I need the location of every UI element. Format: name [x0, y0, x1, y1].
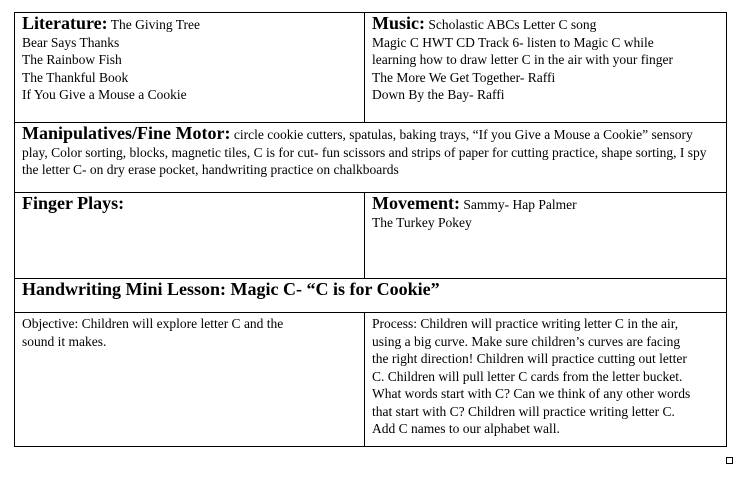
movement-cell	[365, 193, 727, 279]
process-line: using a big curve. Make sure children’s curves are facing	[372, 333, 681, 349]
music-item: The More We Get Together- Raffi	[372, 69, 556, 85]
objective-line: sound it makes.	[22, 333, 107, 349]
manipulatives-text: circle cookie cutters, spatulas, baking trays, “If you Give a Mouse a Cookie” sensory play, Color sorting, blocks, magnetic tiles, C is for cut- fun scissors and strips of paper for cutting practice, shape sorting, I spy the letter C- on dry erase pocket, handwriting practice on chalkboards	[22, 127, 707, 177]
music-heading: Music:	[372, 13, 425, 33]
process-line: that start with C? Children will practice writing letter C.	[372, 403, 675, 419]
literature-item: The Thankful Book	[22, 69, 129, 85]
process-line: C. Children will pull letter C cards from the letter bucket.	[372, 368, 683, 384]
literature-heading: Literature:	[22, 13, 108, 33]
music-item: Down By the Bay- Raffi	[372, 87, 505, 102]
manipulatives-heading: Manipulatives/Fine Motor:	[22, 123, 231, 143]
finger-plays-heading: Finger Plays:	[22, 193, 125, 213]
objective-line: Objective: Children will explore letter C and the	[22, 316, 284, 331]
literature-item: The Rainbow Fish	[22, 52, 122, 67]
manipulatives-cell	[15, 123, 727, 193]
lesson-plan-table	[14, 12, 727, 447]
music-item: Scholastic ABCs Letter C song	[428, 17, 597, 32]
process-line: Process: Children will practice writing letter C in the air,	[372, 316, 679, 331]
literature-item: If You Give a Mouse a Cookie	[22, 87, 187, 102]
objective-cell	[15, 313, 365, 447]
music-cell	[365, 13, 727, 123]
literature-cell	[15, 13, 365, 123]
table-resize-handle[interactable]	[726, 457, 733, 464]
handwriting-lesson-title: Handwriting Mini Lesson: Magic C- “C is for Cookie”	[22, 279, 440, 299]
literature-item: The Giving Tree	[110, 17, 201, 32]
music-item: learning how to draw letter C in the air with your finger	[372, 52, 674, 67]
movement-item: The Turkey Pokey	[372, 214, 472, 230]
process-line: the right direction! Children will practice cutting out letter	[372, 351, 687, 366]
process-line: Add C names to our alphabet wall.	[372, 421, 560, 436]
process-line: What words start with C? Can we think of any other words	[372, 386, 691, 401]
literature-item: Bear Says Thanks	[22, 34, 120, 50]
finger-plays-cell	[15, 193, 365, 279]
music-item: Magic C HWT CD Track 6- listen to Magic C while	[372, 34, 654, 50]
movement-item: Sammy- Hap Palmer	[463, 197, 577, 212]
movement-heading: Movement:	[372, 193, 460, 213]
handwriting-title-cell	[15, 279, 727, 313]
process-cell	[365, 313, 727, 447]
